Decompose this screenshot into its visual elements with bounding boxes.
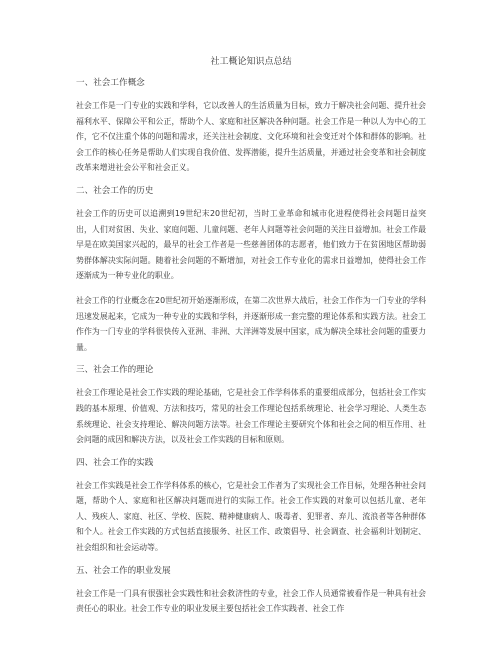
- section-heading: 一、社会工作概念: [76, 78, 145, 88]
- section-theory: [76, 364, 426, 447]
- section-paragraph: 社会工作的行业概念在20世纪初开始逐渐形成，在第二次世界大战后，社会工作作为一门专业的学科迅速发展起来，它成为一种专业的实践和学科，并逐渐形成一套完整的理论体系和实践方法。社会工作作为一门专业的学科很快传入亚洲、非洲、大洋洲等发展中国家，成为解决全球社会问题的重要力量。: [76, 295, 426, 352]
- section-paragraph: 社会工作是一门专业的实践和学科，它以改善人的生活质量为目标，致力于解决社会问题、提升社会福利水平、保障公平和公正，帮助个人、家庭和社区解决各种问题。社会工作是一种以人为中心的工作，它不仅注重个体的问题和需求，还关注社会制度、文化环境和社会变迁对个体和群体的影响。社会工作的核心任务是帮助人们实现自我价值、发挥潜能，提升生活质量，并通过社会变革和社会制度改革来增进社会公平和社会正义。: [76, 101, 426, 173]
- section-career: [76, 565, 426, 617]
- section-history: [76, 185, 426, 355]
- section-paragraph: 社会工作是一门具有很强社会实践性和社会救济性的专业，社会工作人员通常被看作是一种具有社会责任心的职业。社会工作专业的职业发展主要包括社会工作实践者、社会工作: [76, 588, 426, 614]
- section-heading: 五、社会工作的职业发展: [76, 565, 171, 576]
- section-heading: 四、社会工作的实践: [76, 457, 154, 468]
- document-body: [76, 56, 426, 626]
- section-heading: 三、社会工作的理论: [76, 365, 154, 376]
- section-heading: 二、社会工作的历史: [76, 185, 154, 196]
- section-concept: [76, 77, 426, 176]
- document-title: 社工概论知识点总结: [210, 57, 292, 67]
- section-paragraph: 社会工作实践是社会工作学科体系的核心，它是社会工作者为了实现社会工作目标，处理各种社会问题，帮助个人、家庭和社区解决问题而进行的实际工作。社会工作实践的对象可以包括儿童、老年人、残疾人、家庭、社区、学校、医院、精神健康病人、吸毒者、犯罪者、弃儿、流浪者等各种群体和个人。社会工作实践的方式包括直接服务、社区工作、政策倡导、社会调查、社会福利计划制定、社会组织和社会运动等。: [76, 480, 426, 553]
- section-paragraph: 社会工作理论是社会工作实践的理论基础，它是社会工作学科体系的重要组成部分，包括社会工作实践的基本原理、价值观、方法和技巧，常见的社会工作理论包括系统理论、社会学习理论、人类生态系统理论、社会支持理论、解决问题方法等。社会工作理论主要研究个体和社会之间的相互作用、社会问题的成因和解决方法，以及社会工作实践的目标和原则。: [76, 388, 426, 445]
- section-practice: [76, 457, 426, 556]
- section-paragraph: 社会工作的历史可以追溯到19世纪末20世纪初，当时工业革命和城市化进程使得社会问题日益突出，人们对贫困、失业、家庭问题、儿童问题、老年人问题等社会问题的关注日益增加。社会工作最早是在欧美国家兴起的，最早的社会工作者是一些慈善团体的志愿者，他们致力于在贫困地区帮助弱势群体解决实际问题。随着社会问题的不断增加，对社会工作专业化的需求日益增加，使得社会工作逐渐成为一种专业化的职业。: [76, 208, 426, 281]
